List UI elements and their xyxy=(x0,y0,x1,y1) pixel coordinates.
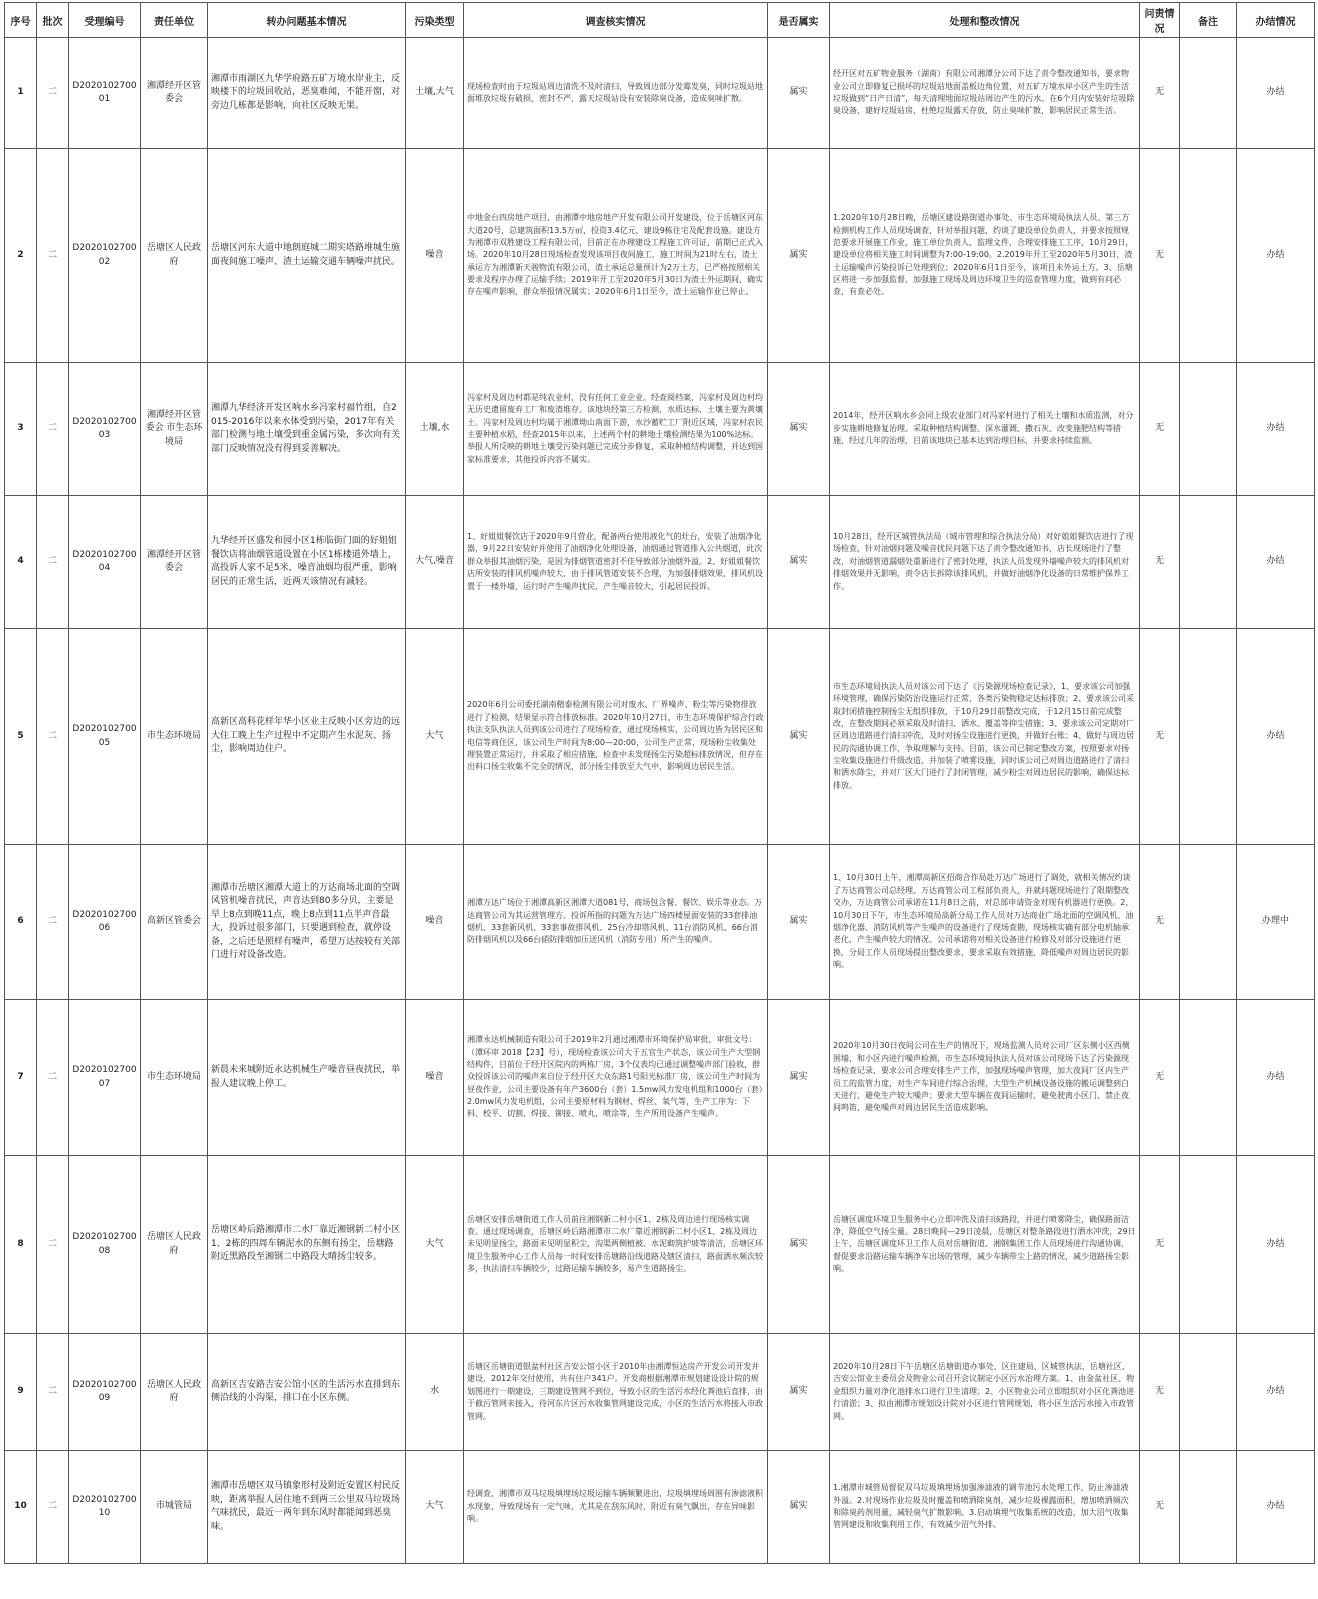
row-seq: 1 xyxy=(5,38,37,149)
row-seq: 10 xyxy=(5,1451,37,1564)
row-summary: 岳塘区河东大道中地朗庭城二期实塔路堆城生施面夜间施工噪声、渣土运输交通车辆噪声扰民。 xyxy=(208,149,406,363)
row-unit: 湘潭经开区管委会 xyxy=(141,38,208,149)
row-status: 办结 xyxy=(1237,1334,1315,1451)
row-id: D2020102700 05 xyxy=(69,629,141,845)
row-summary: 新晨未来城附近永达机械生产噪音昼夜扰民，举报人建议晚上停工。 xyxy=(208,1000,406,1156)
row-investigation: 现场检查时由于垃圾站周边清洗不及时清扫，导致周边部分发霉发臭，同时垃圾站地面堆放垃圾有破损，密封不严，露天垃圾站设有安装除臭设备，造成臭味扩散。 xyxy=(464,38,768,149)
row-action: 2020年10月30日夜间公司在生产的情况下，现场监测人员对公司厂区东侧小区西侧围墙，和小区内进行噪声检测，市生态环境局执法人员对该公司现场下达了污染源现场检查记录，要求公司合理安排生产工作，加强现场噪声管理，加大夜间厂区内生产员工的监管力度，对生产车间进行综合治理，大型生产机械设备设施的搬运调整到白天进行，避免生产较大噪声；要求大型车辆在夜间运输时，避免驶离小区门、禁止夜间鸣笛，避免噪声对周边居民生活造成影响。 xyxy=(830,1000,1140,1156)
row-status: 办结 xyxy=(1237,149,1315,363)
row-seq: 2 xyxy=(5,149,37,363)
row-batch: 二 xyxy=(37,149,69,363)
row-summary: 湘潭市岳塘区双马镇象形村及附近安置区村民反映，距离举报人居住地不到两三公里双马垃圾场气味扰民，最近一两年到东风时都能闻到恶臭味。 xyxy=(208,1451,406,1564)
row-summary: 湘潭市岳塘区湘潭大道上的万达商场北面的空调风管机噪音扰民，声音达到80多分贝，主要是早上8点到晚11点，晚上8点到11点半声音最大，投诉过很多部门，只要遇到检查，就停设备，之后还是照样有噪声，希望万达按较有关部门进行对设备改造。 xyxy=(208,845,406,1000)
row-id: D2020102700 03 xyxy=(69,363,141,496)
table-row xyxy=(5,149,1315,363)
row-summary: 湘潭市雨湖区九华学府路五矿万境水岸业主，反映楼下的垃圾回收站，恶臭难闻，不能开窗，对旁边几栋都是影响，向社区反映无果。 xyxy=(208,38,406,149)
header-id: 受理编号 xyxy=(69,3,141,38)
header-investigation: 调查核实情况 xyxy=(464,3,768,38)
row-verified: 属实 xyxy=(768,1156,830,1334)
complaint-table xyxy=(4,2,1315,1564)
row-accountability: 无 xyxy=(1140,1000,1180,1156)
row-verified: 属实 xyxy=(768,496,830,629)
row-pollution: 大气 xyxy=(406,1451,464,1564)
row-status: 办结 xyxy=(1237,496,1315,629)
row-summary: 岳塘区岭后路湘潭市二水厂靠近湘钢新二村小区1、2栋的四周车辆泥水的东侧有扬尘，岳塘路附近黑路段至湘钢二中路段大晴扬尘较多。 xyxy=(208,1156,406,1334)
row-unit: 岳塘区人民政府 xyxy=(141,1156,208,1334)
row-action: 1.湘潭市城管局督促双马垃圾填埋场加强渗滤液的调节池污水处理工作，防止渗滤液外溢。2.对现场作业垃圾及时覆盖和喷洒除臭剂，减少垃圾裸露面积，增加喷洒频次和除臭药剂用量，减轻臭气扩散影响。3.启动填埋气收集系统的改造，加大沼气收集管网建设和收集利用工作，有效减少沼气外排。 xyxy=(830,1451,1140,1564)
row-unit: 岳塘区人民政府 xyxy=(141,1334,208,1451)
row-pollution: 大气 xyxy=(406,1156,464,1334)
row-remark xyxy=(1180,1156,1237,1334)
row-id: D2020102700 02 xyxy=(69,149,141,363)
row-verified: 属实 xyxy=(768,1000,830,1156)
row-investigation: 湘潭万达广场位于湘潭高新区湘潭大道081号，商场包含餐、餐饮、娱乐等业态。万达商管公司为其运营管理方。投诉所指的问题为万达广场四楼屋面安装的33套排油烟机、33套新风机、33套事故排风机、25台冷却塔风机、11台消防风机、66台消防排烟风机以及66台硝防排烟加压送风机（消防专用）所产生的噪声。 xyxy=(464,845,768,1000)
row-remark xyxy=(1180,363,1237,496)
row-investigation: 经调查，湘潭市双马垃圾填埋场垃圾运输车辆频繁进出，垃圾填埋场周围有渗滤液积水现象，导致现场有一定气味，尤其是在刮东风时，附近有臭气飘出，存在异味影响。 xyxy=(464,1451,768,1564)
row-status: 办结 xyxy=(1237,1156,1315,1334)
header-accountability: 问责情况 xyxy=(1140,3,1180,38)
table-row xyxy=(5,1156,1315,1334)
header-remark: 备注 xyxy=(1180,3,1237,38)
row-verified: 属实 xyxy=(768,1334,830,1451)
row-investigation: 冯家村及周边村都是纯农业村，没有任何工业企业。经查阅档案，冯家村及周边村均无历史遗留废弃工厂和废渣堆存。该地块经第三方检测，水质达标，土壤主要为黄壤土。冯家村及周边村均属于湘潭坳山南面下游，水沙蓄贮工厂附近区域，冯家村农民主要种植水稻，经查2015年以来，上述两个村的耕地土壤检测结果为100%达标。举报人所反映的耕地土壤受污染问题已完成分步修复，采取种植结构调整，并达到国家标准要求，其他投诉内容不属实。 xyxy=(464,363,768,496)
row-investigation: 岳塘区安排岳塘街道工作人员前往湘钢新二村小区1、2栋及周边进行现场核实调查。通过现场调查，岳塘区岭后路湘潭市二水厂靠近湘钢新二村小区1、2栋及周边未见明显扬尘，路面未见明显积尘，沟渠两侧植被、水泥砌筑护坡等清洁，岳塘区环境卫生服务中心工作人员每一时间安排岳塘路沿线道路及辖区清扫，路面洒水频次较多，执法清扫车辆较少，过路运输车辆较多，易产生道路扬尘。 xyxy=(464,1156,768,1334)
row-action: 2014年，经开区响水乡会同上级农业部门对冯家村进行了相关土壤和水质监测，对分步实施耕地修复治理。采取种植结构调整、深水灌溉、撒石灰、改变施肥结构等措施，经过几年的治理，目前该地块已基本达到治理目标，并要求持续监测。 xyxy=(830,363,1140,496)
row-action: 2020年10月28日下午岳塘区岳塘街道办事处、区住建局、区城管执法、岳塘社区、吉安公馆业主委员会及物业公司召开会议制定小区污水治理方案。1、由金盆社区、物业组织力量对净化池排水口进行卫生清理；2、小区物业公司立即组织对小区化粪池进行清淤；3、拟由湘潭市规划设计院对小区进行管网规划，将小区生活污水接入市政管网。 xyxy=(830,1334,1140,1451)
row-seq: 5 xyxy=(5,629,37,845)
row-batch: 二 xyxy=(37,1334,69,1451)
header-action: 处理和整改情况 xyxy=(830,3,1140,38)
row-action: 岳塘区调度环境卫生服务中心立即冲洗及清扫该路段，并进行喷雾降尘，确保路面洁净，降低空气扬尘量。28日晚间—29日凌晨，岳塘区对整条路段进行洒水冲洗，29日上午，岳塘区调度环卫工作人员对岳塘街道、湘钢集团工作人员现场进行沟通协调，督促要求沿路运输车辆净车出场的管理，减少车辆带尘上路的情况，减少道路扬尘影响。 xyxy=(830,1156,1140,1334)
row-unit: 市生态环境局 xyxy=(141,1000,208,1156)
row-unit: 高新区管委会 xyxy=(141,845,208,1000)
row-action: 市生态环境局执法人员对该公司下达了《污染源现场检查记录》，1、要求该公司加强环境管理，确保污染防治设施运行正常，各类污染物稳定达标排放；2、要求该公司采取封闭措施控制扬尘无组织排放，于10月29日前整改完成，于12月15日前完成整改，在整改期间必须采取及时清扫、洒水、覆盖等抑尘措施；3、要求该公司定期对厂区周边道路进行清扫冲洗，及时对扬尘设施进行更换，并做好台账；4、做好与周边居民的沟通协调工作，争取理解与支持。目前，该公司已制定整改方案，按照要求对扬尘收集设施进行升级改造，并加装了喷雾设施，同时该公司已对周边道路进行了清扫和洒水降尘，并对厂区大门进行了封闭管理，减少粉尘对周边居民的影响，确保达标排放。 xyxy=(830,629,1140,845)
row-investigation: 湘潭永达机械制造有限公司于2019年2月通过湘潭市环境保护局审批，审批文号：（潭环审 2018【23】号），现场检查该公司大于五官生产状态，该公司生产大型钢结构件，目前位于经开区院内的两栋厂房，3个仪表均已通过调整噪声部门验收，群众投诉该公司的噪声来自位于经开区大众东路1号阳光标准厂房，该公司生产时间为昼夜作业，公司主要设备有年产3600台（套）1.5mw风力发电机组和1000台（套）2.0mw风力发电机组，公司主要原材料为钢材、焊丝、氧气等，生产工序为：下料、校平、切割、焊接、铆接、喷丸、喷涂等，生产所用设备产生噪声。 xyxy=(464,1000,768,1156)
row-remark xyxy=(1180,1451,1237,1564)
row-status: 办结 xyxy=(1237,363,1315,496)
row-status: 办理中 xyxy=(1237,845,1315,1000)
header-row xyxy=(5,3,1315,38)
table-row xyxy=(5,1451,1315,1564)
row-batch: 二 xyxy=(37,363,69,496)
row-id: D2020102700 09 xyxy=(69,1334,141,1451)
row-status: 办结 xyxy=(1237,1451,1315,1564)
row-remark xyxy=(1180,496,1237,629)
row-pollution: 土壤,大气 xyxy=(406,38,464,149)
row-investigation: 岳塘区岳塘街道银盆村社区吉安公馆小区于2010年由湘潭恒达房产开发公司开发并建设，2012年交付使用，共有住户341户。开发商根据湘潭市规划建设设计院的规划图进行一期建设，三期建设管网不到位，导致小区的生活污水经化粪池后直排，由于截污管网未接入，待河东片区污水收集管网建设完成，小区的生活污水将接入市政管网。 xyxy=(464,1334,768,1451)
row-id: D2020102700 01 xyxy=(69,38,141,149)
row-id: D2020102700 07 xyxy=(69,1000,141,1156)
row-investigation: 2020年6月公司委托湖南精泰检测有限公司对废水、厂界噪声、粉尘等污染物排放进行了检测，结果显示符合排放标准。2020年10月27日，市生态环境保护综合行政执法支队执法人员到该公司进行了现场检查，通过现场核实，公司周边皆为居民区和电信等商住区，该公司生产时间为8:00—20:00，公司生产正常，现场粉尘收集处理装置正常运行，并采取了相应措施，检查中未发现扬尘污染超标排放情况，但存在出料口扬尘收集不完全的情况，部分扬尘排放至大气中，影响周边居民生活。 xyxy=(464,629,768,845)
table-row xyxy=(5,1334,1315,1451)
row-pollution: 土壤,水 xyxy=(406,363,464,496)
row-unit: 市城管局 xyxy=(141,1451,208,1564)
row-batch: 二 xyxy=(37,496,69,629)
row-id: D2020102700 08 xyxy=(69,1156,141,1334)
row-accountability: 无 xyxy=(1140,845,1180,1000)
row-seq: 6 xyxy=(5,845,37,1000)
row-unit: 市生态环境局 xyxy=(141,629,208,845)
header-summary: 转办问题基本情况 xyxy=(208,3,406,38)
row-remark xyxy=(1180,845,1237,1000)
row-status: 办结 xyxy=(1237,629,1315,845)
header-unit: 责任单位 xyxy=(141,3,208,38)
table-row xyxy=(5,38,1315,149)
row-verified: 属实 xyxy=(768,845,830,1000)
row-accountability: 无 xyxy=(1140,1156,1180,1334)
row-unit: 湘潭经开区管委会 xyxy=(141,496,208,629)
row-summary: 高新区高科花样年华小区业主反映小区旁边的远大住工晚上生产过程中不定期产生水泥灰、扬尘，影响周边住户。 xyxy=(208,629,406,845)
row-pollution: 水 xyxy=(406,1334,464,1451)
row-accountability: 无 xyxy=(1140,629,1180,845)
row-verified: 属实 xyxy=(768,149,830,363)
row-remark xyxy=(1180,1000,1237,1156)
row-accountability: 无 xyxy=(1140,149,1180,363)
row-seq: 3 xyxy=(5,363,37,496)
header-batch: 批次 xyxy=(37,3,69,38)
row-accountability: 无 xyxy=(1140,1451,1180,1564)
row-summary: 湘潭九华经济开发区响水乡冯家村福竹组，自2015-2016年以来水体受到污染，2017年有关部门检测与地土壤受到重金属污染，多次向有关部门反映情况没有得到妥善解决。 xyxy=(208,363,406,496)
row-verified: 属实 xyxy=(768,38,830,149)
row-pollution: 大气,噪音 xyxy=(406,496,464,629)
row-batch: 二 xyxy=(37,1156,69,1334)
row-remark xyxy=(1180,38,1237,149)
row-pollution: 大气 xyxy=(406,629,464,845)
header-pollution: 污染类型 xyxy=(406,3,464,38)
row-accountability: 无 xyxy=(1140,496,1180,629)
row-remark xyxy=(1180,629,1237,845)
row-action: 经开区对五矿物业服务（湖南）有限公司湘潭分公司下达了责令整改通知书，要求物业公司立即修复已损坏的垃圾站地面盖板边角位置，对五矿万境水岸小区产生的生活垃圾做到“日产日清”，每天清理地面垃圾站周边产生的污水。在6个月内安装好垃圾除臭设备，建好垃圾站房，杜绝垃圾露天存放，防止臭味扩散，影响居民正常生活。 xyxy=(830,38,1140,149)
row-verified: 属实 xyxy=(768,629,830,845)
header-verified: 是否属实 xyxy=(768,3,830,38)
row-summary: 九华经开区盛发和园小区1栋临街门面的好姐姐餐饮店将油烟管道设置在小区1栋楼道外墙上，高投诉人家不足5米，噪音油烟均很严重，影响居民的正常生活，近两天该情况有减轻。 xyxy=(208,496,406,629)
row-id: D2020102700 10 xyxy=(69,1451,141,1564)
row-id: D2020102700 04 xyxy=(69,496,141,629)
table-row xyxy=(5,629,1315,845)
row-batch: 二 xyxy=(37,38,69,149)
row-pollution: 噪音 xyxy=(406,149,464,363)
row-accountability: 无 xyxy=(1140,1334,1180,1451)
row-investigation: 1、好姐姐餐饮店于2020年9月营业，配备两台使用液化气的灶台，安装了油烟净化器，9月22日安装好并使用了油烟净化处理设备，油烟通过管道排入公共烟道，此次群众举报其油烟污染，是因为排烟管道密封不佳导致部分油烟外溢。2、好姐姐餐饮店所安装的排风机噪声较大，由于排风管道安装不合理，为加强排烟效果，排风机设置于一楼外墙，运行时产生噪声扰民，产生噪音较大，引起居民投诉。 xyxy=(464,496,768,629)
row-investigation: 中地金台四房地产项目，由湘潭中地房地产开发有限公司开发建设，位于岳塘区河东大道20号，总建筑面积13.5万㎡，投资3.4亿元，建设9栋住宅及配套设施。建设方为湘潭市双胜建设工程有限公司，目前正在办理建设工程施工许可证，前期已正式入场。2020年10月28日现场检查发现该项目夜间施工，施工时间为21时左右，渣土承运方为湘潭新天骏物流有限公司，渣土承运总量预计为2万土方，已严格按照相关要求及程序办理了运输手续；2019年开工至2020年5月30日为渣土外运期间，确实存在噪声影响，群众举报情况属实；2020年6月1日至今，渣土运输作业已停止。 xyxy=(464,149,768,363)
table-row xyxy=(5,845,1315,1000)
row-action: 1.2020年10月28日晚，岳塘区建设路街道办事处、市生态环境局执法人员、第三方检测机构工作人员现场调查，针对举报问题，约谈了建设单位负责人，并要求按照规范要求开展施工作业，施工单位负责人、监理文件，合理安排施工工序，10月29日，建设单位将相关施工时间调整为7:00-19:00。2.2019年开工至2020年5月30日，渣土运输噪声污染投诉已处理到位；2020年6月1日至今，该项目未外运土方。3、岳塘区将进一步加强监督，加强施工现场及周边环境卫生的巡查管理力度，做到有问必查，有查必处。 xyxy=(830,149,1140,363)
row-accountability: 无 xyxy=(1140,38,1180,149)
row-seq: 9 xyxy=(5,1334,37,1451)
row-batch: 二 xyxy=(37,1000,69,1156)
row-batch: 二 xyxy=(37,1451,69,1564)
row-id: D2020102700 06 xyxy=(69,845,141,1000)
row-pollution: 噪音 xyxy=(406,845,464,1000)
row-accountability: 无 xyxy=(1140,363,1180,496)
row-unit: 岳塘区人民政府 xyxy=(141,149,208,363)
row-seq: 7 xyxy=(5,1000,37,1156)
row-verified: 属实 xyxy=(768,1451,830,1564)
table-row xyxy=(5,363,1315,496)
table-row xyxy=(5,1000,1315,1156)
header-status: 办结情况 xyxy=(1237,3,1315,38)
row-seq: 8 xyxy=(5,1156,37,1334)
row-status: 办结 xyxy=(1237,1000,1315,1156)
header-seq: 序号 xyxy=(5,3,37,38)
row-seq: 4 xyxy=(5,496,37,629)
row-remark xyxy=(1180,149,1237,363)
row-action: 1、10月30日上午，湘潭高新区招商合作局赴万达广场进行了调处，就相关情况约谈了万达商管公司总经理、万达商管公司工程部负责人，并就问题现场进行了限期整改交办，万达商管公司承诺在11月8日之前，对总部申请资金对现有机器进行更换。2、10月30日下午，市生态环境局高新分局工作人员对万达商业广场北面的空调风机、油烟净化器、消防风机等产生噪声的设备进行了现场查勘，现场核实确有部分电机轴承老化，产生噪声较大的情况。公司承诺将对相关设备进行检修及对部分设施进行更换，分局工作人员现场提出整改要求，要求采取有效措施，降低噪声对周边居民的影响。 xyxy=(830,845,1140,1000)
row-batch: 二 xyxy=(37,845,69,1000)
row-remark xyxy=(1180,1334,1237,1451)
table-row xyxy=(5,496,1315,629)
row-verified: 属实 xyxy=(768,363,830,496)
row-batch: 二 xyxy=(37,629,69,845)
row-unit: 湘潭经开区管委会 市生态环境局 xyxy=(141,363,208,496)
row-pollution: 噪音 xyxy=(406,1000,464,1156)
row-status: 办结 xyxy=(1237,38,1315,149)
row-summary: 高新区吉安路吉安公馆小区的生活污水直排到东侧沿线的小沟渠，排口在小区东侧。 xyxy=(208,1334,406,1451)
row-action: 10月28日，经开区城管执法局（城市管理和综合执法分局）对好姐姐餐饮店进行了现场检查，针对油烟问题及噪音扰民问题下达了责令整改通知书，店长现场进行了整改，对油烟管道漏烟处重新进行了密封处理，执法人员发现外墙噪声较大的排风机对排烟效果并无影响，责令店长拆除该排风机，并做好油烟净化设备的日常维护保养工作。 xyxy=(830,496,1140,629)
